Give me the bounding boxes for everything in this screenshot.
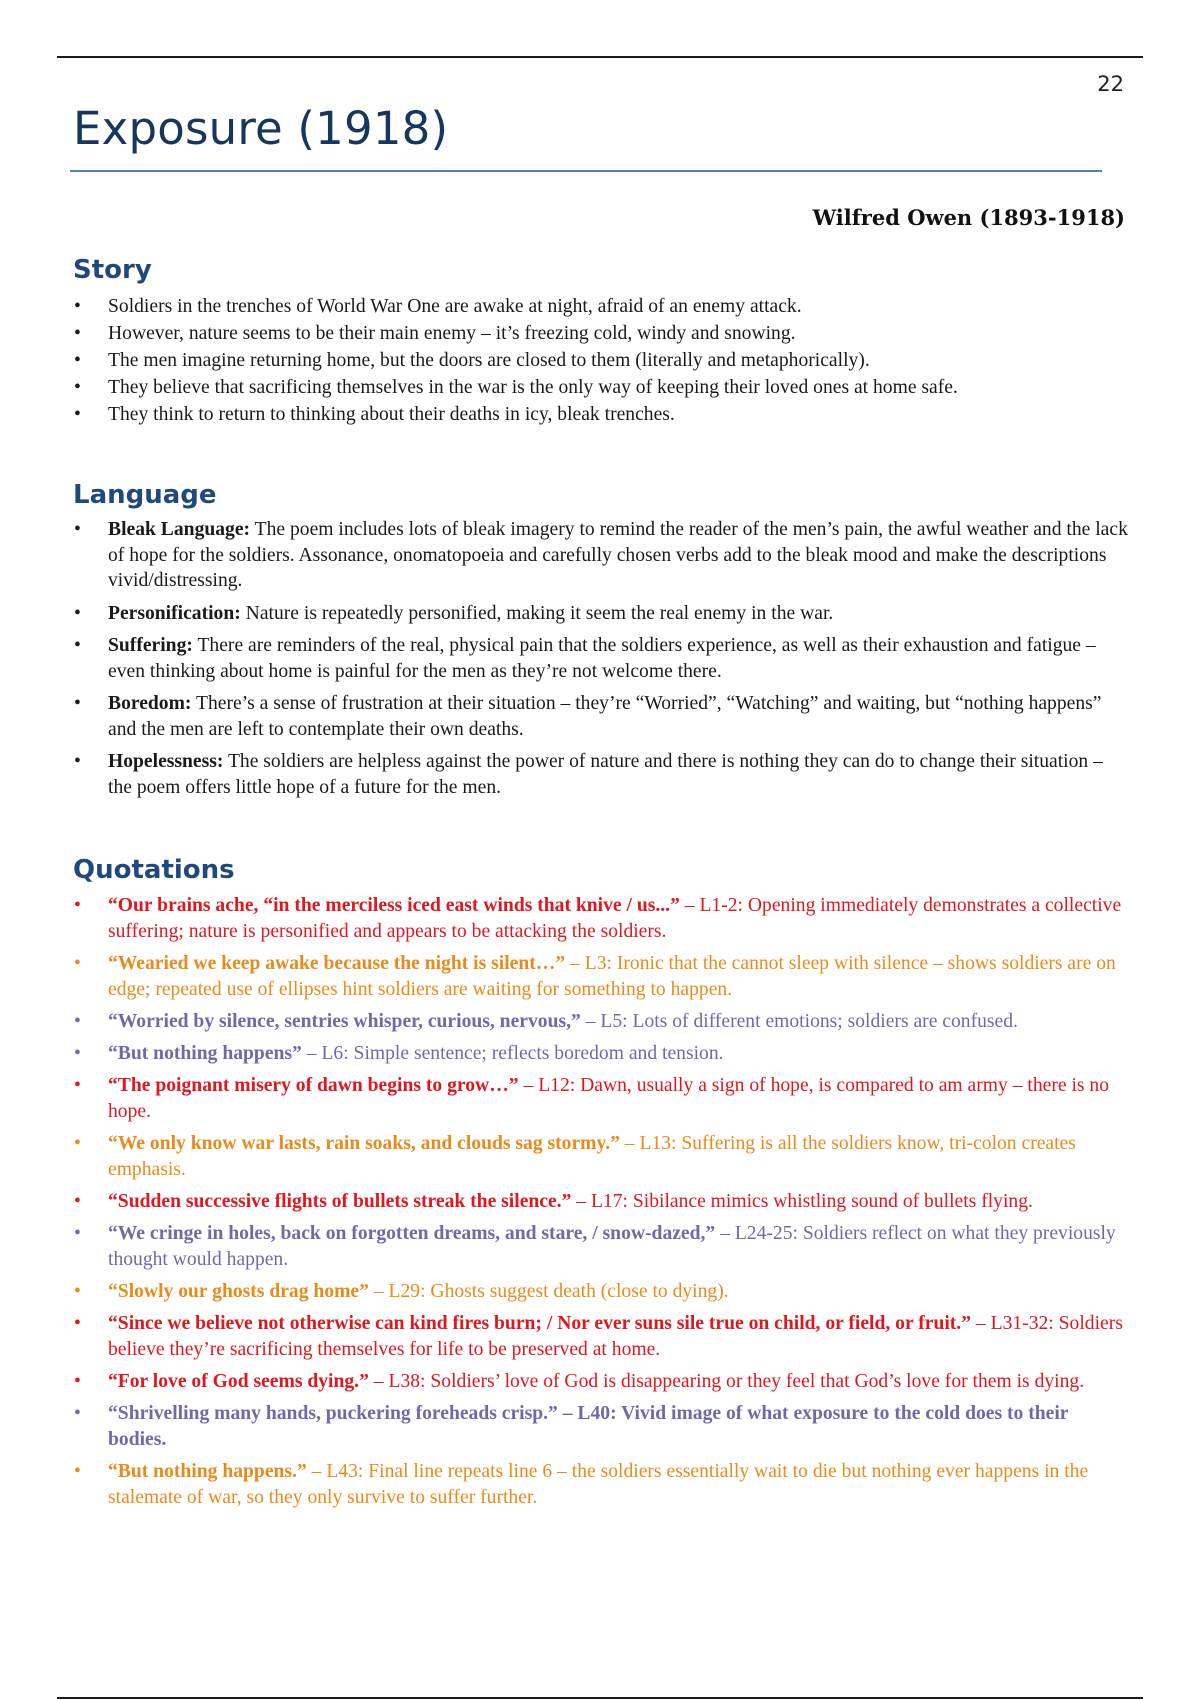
quote-item: • “But nothing happens.” – L43: Final line repeats line 6 – the soldiers essentially wait to die but nothing ever happens in the stalemate of war, so they only survive to suffer further.	[74, 1461, 1089, 1508]
bullet-icon: •	[74, 1281, 81, 1302]
quote-item: • “We cringe in holes, back on forgotten dreams, and stare, / snow-dazed,” – L24-25: Soldiers reflect on what they previously thought would happen.	[74, 1223, 1116, 1270]
bullet-icon: •	[74, 1371, 81, 1392]
bullet-icon: •	[74, 693, 81, 714]
bullet-icon: •	[74, 1133, 81, 1154]
list-item: • The men imagine returning home, but the doors are closed to them (literally and metaphorically).	[68, 347, 1128, 374]
quote-item: • “Since we believe not otherwise can kind fires burn; / Nor ever suns sile true on child, or field, or fruit.” – L31-32: Soldiers believe they’re sacrificing themselves for life to be preserved at home.	[74, 1313, 1123, 1360]
page-number: 22	[1097, 72, 1124, 96]
list-item: • Soldiers in the trenches of World War One are awake at night, afraid of an enemy attack.	[68, 293, 1128, 320]
bullet-icon: •	[74, 895, 81, 916]
list-item: • Hopelessness: The soldiers are helpless against the power of nature and there is nothing they can do to change their situation – the poem offers little hope of a future for the men.	[74, 751, 1103, 798]
bullet-icon: •	[74, 1011, 81, 1032]
quote-item: • “Wearied we keep awake because the night is silent…” – L3: Ironic that the cannot sleep with silence – shows soldiers are on edge; repeated use of ellipses hint soldiers are waiting for something to happen.	[74, 953, 1116, 1000]
quote-item: • “For love of God seems dying.” – L38: Soldiers’ love of God is disappearing or they feel that God’s love for them is dying.	[68, 1369, 1128, 1395]
bullet-icon: •	[74, 953, 81, 974]
bullet-icon: •	[74, 751, 81, 772]
bullet-icon: •	[74, 1223, 81, 1244]
bullet-icon: •	[74, 350, 81, 371]
bullet-icon: •	[74, 1403, 81, 1424]
language-heading: Language	[73, 480, 217, 510]
story-list	[68, 293, 1128, 428]
list-item: • Suffering: There are reminders of the real, physical pain that the soldiers experience, as well as their exhaustion and fatigue – even thinking about home is painful for the men as they’re not welcome there.	[74, 635, 1096, 682]
quotations-heading: Quotations	[73, 855, 235, 885]
top-rule	[57, 56, 1143, 58]
quote-item: • “Sudden successive flights of bullets streak the silence.” – L17: Sibilance mimics whistling sound of bullets flying.	[68, 1189, 1128, 1215]
bullet-icon: •	[74, 1191, 81, 1212]
bullet-icon: •	[74, 1043, 81, 1064]
quote-item: • “We only know war lasts, rain soaks, and clouds sag stormy.” – L13: Suffering is all the soldiers know, tri-colon creates emphasis.	[74, 1133, 1076, 1180]
quote-item: • “Slowly our ghosts drag home” – L29: Ghosts suggest death (close to dying).	[68, 1279, 1128, 1305]
story-heading: Story	[73, 255, 152, 285]
bullet-icon: •	[74, 404, 81, 425]
bullet-icon: •	[74, 635, 81, 656]
list-item: • Bleak Language: The poem includes lots of bleak imagery to remind the reader of the men’s pain, the awful weather and the lack of hope for the soldiers. Assonance, onomatopoeia and carefully chosen verbs add to the bleak mood and make the descriptions vivid/distressing.	[74, 519, 1128, 591]
quote-item: • “Shrivelling many hands, puckering foreheads crisp.” – L40: Vivid image of what exposure to the cold does to their bodies.	[74, 1403, 1069, 1450]
list-item: • They think to return to thinking about their deaths in icy, bleak trenches.	[68, 401, 1128, 428]
page-title: Exposure (1918)	[73, 102, 449, 155]
bullet-icon: •	[74, 519, 81, 540]
quotations-list	[68, 893, 1128, 1517]
bullet-icon: •	[74, 602, 81, 624]
quote-item: • “Our brains ache, “in the merciless iced east winds that knive / us...” – L1-2: Opening immediately demonstrates a collective suffering; nature is personified and appears to be attacking the soldiers.	[74, 895, 1122, 942]
list-item: • Boredom: There’s a sense of frustration at their situation – they’re “Worried”, “Watching” and waiting, but “nothing happens” and the men are left to contemplate their own deaths.	[74, 693, 1102, 740]
bottom-rule	[57, 1697, 1143, 1699]
author-line: Wilfred Owen (1893-1918)	[812, 205, 1125, 230]
bullet-icon: •	[74, 1461, 81, 1482]
bullet-icon: •	[74, 296, 81, 317]
list-item: • They believe that sacrificing themselves in the war is the only way of keeping their loved ones at home safe.	[68, 374, 1128, 401]
title-underline	[70, 170, 1102, 172]
bullet-icon: •	[74, 1075, 81, 1096]
bullet-icon: •	[74, 377, 81, 398]
quote-item: • “But nothing happens” – L6: Simple sentence; reflects boredom and tension.	[68, 1041, 1128, 1067]
list-item: • However, nature seems to be their main enemy – it’s freezing cold, windy and snowing.	[68, 320, 1128, 347]
quote-item: • “Worried by silence, sentries whisper, curious, nervous,” – L5: Lots of different emotions; soldiers are confused.	[68, 1009, 1128, 1035]
language-list	[68, 517, 1128, 807]
list-item: • Personification: Nature is repeatedly personified, making it seem the real enemy in the war.	[68, 601, 1128, 627]
bullet-icon: •	[74, 323, 81, 344]
quote-item: • “The poignant misery of dawn begins to grow…” – L12: Dawn, usually a sign of hope, is compared to am army – there is no hope.	[74, 1075, 1110, 1122]
bullet-icon: •	[74, 1313, 81, 1334]
